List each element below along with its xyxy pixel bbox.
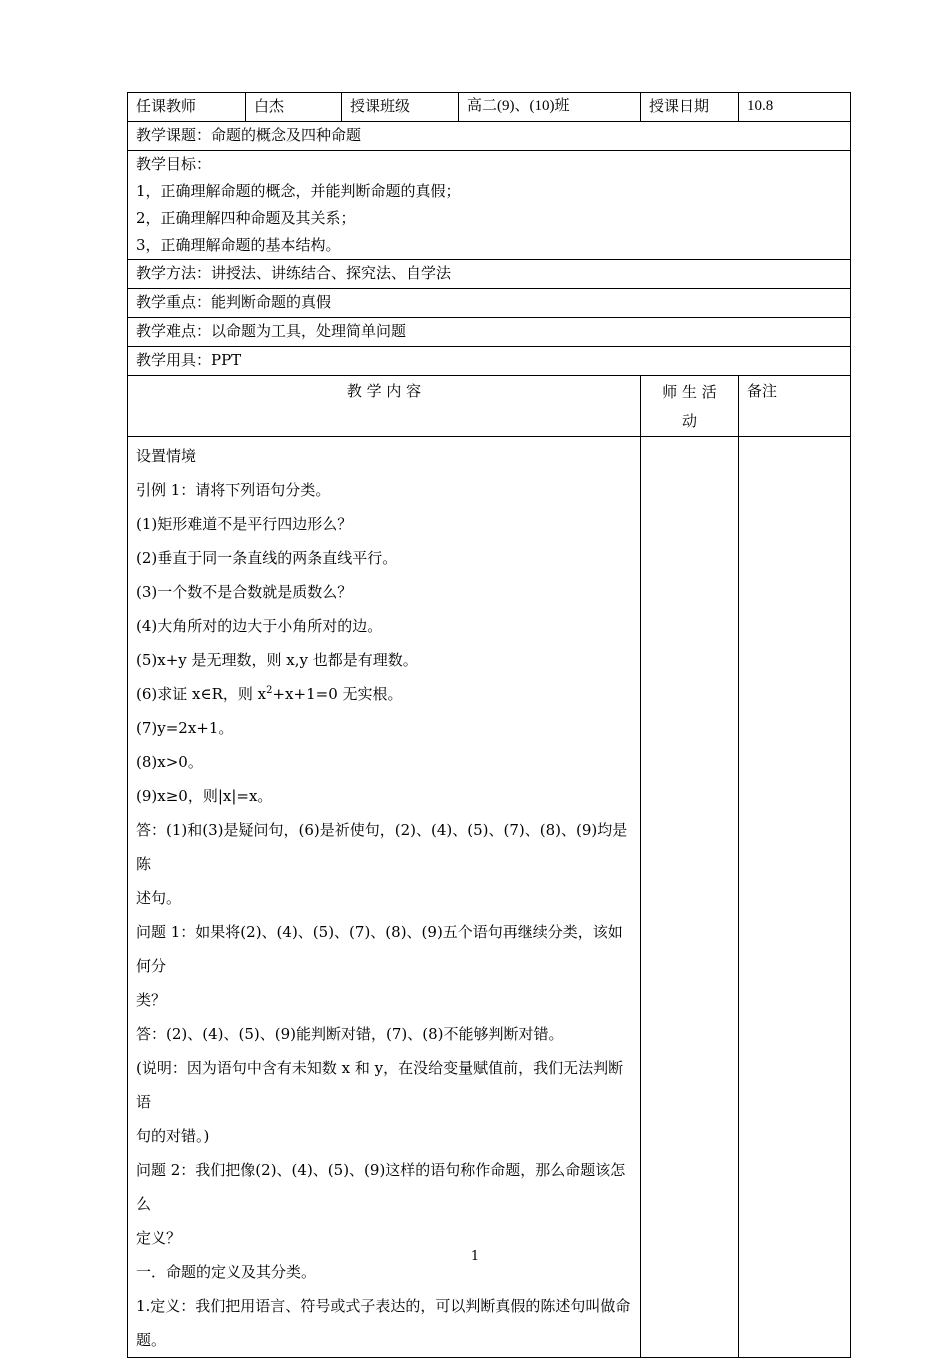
content-line: 题。 [136,1331,167,1349]
content-line: (6)求证 x∈R，则 $x^2+x+1=0$ 无实根。 [136,685,403,703]
content-line: 问题 1：如果将(2)、(4)、(5)、(7)、(8)、(9)五个语句再继续分类，该如何分 [136,923,623,975]
method-row [128,260,851,289]
superscript: 2 [266,685,273,696]
topic-row [128,122,851,151]
objectives-row [128,151,851,260]
key-point-text: 教学重点：能判断命题的真假 [128,289,851,318]
class-label: 授课班级 [342,93,459,122]
content-line: 问题 2：我们把像(2)、(4)、(5)、(9)这样的语句称作命题，那么命题该怎么 [136,1161,626,1213]
date-value: 10.8 [739,93,851,122]
content-line: (5)x+y 是无理数，则 x,y 也都是有理数。 [136,651,418,669]
page-number: 1 [470,1249,480,1264]
method-text: 教学方法：讲授法、讲练结合、探究法、自学法 [128,260,851,289]
content-line: 一．命题的定义及其分类。 [136,1263,317,1281]
content-line: (9)x≥0，则|x|=x。 [136,787,273,805]
content-line: 答：(1)和(3)是疑问句，(6)是祈使句，(2)、(4)、(5)、(7)、(8)、(9)均是陈 [136,821,628,873]
difficulty-text: 教学难点：以命题为工具，处理简单问题 [128,318,851,347]
notes-column-header: 备注 [739,376,851,437]
column-header-row [128,376,851,437]
header-row [128,93,851,122]
content-line: (1)矩形难道不是平行四边形么？ [136,515,353,533]
content-line: (4)大角所对的边大于小角所对的边。 [136,617,383,635]
objective-item: 1，正确理解命题的概念，并能判断命题的真假； [136,182,461,200]
content-line: (2)垂直于同一条直线的两条直线平行。 [136,549,398,567]
difficulty-row [128,318,851,347]
content-line: 句的对错。) [136,1127,210,1145]
content-line: 定义？ [136,1229,182,1247]
content-line: 1.定义：我们把用语言、符号或式子表达的，可以判断真假的陈述句叫做命 [136,1297,631,1315]
objectives-title: 教学目标： [136,155,212,173]
content-line: (7)y=2x+1。 [136,719,234,737]
content-line: 类？ [136,991,167,1009]
teacher-name: 白杰 [246,93,342,122]
objective-item: 3，正确理解命题的基本结构。 [136,236,341,254]
class-value: 高二(9)、(10)班 [459,93,641,122]
notes-cell [739,437,851,1358]
content-line: (8)x>0。 [136,753,203,771]
content-row [128,437,851,1358]
tools-text: 教学用具：PPT [128,347,851,376]
teacher-label: 任课教师 [128,93,246,122]
key-point-row [128,289,851,318]
content-line: 答：(2)、(4)、(5)、(9)能判断对错，(7)、(8)不能够判断对错。 [136,1025,564,1043]
lesson-content [128,437,641,1358]
activity-cell [641,437,739,1358]
topic-text: 教学课题：命题的概念及四种命题 [128,122,851,151]
lesson-plan-table [127,92,851,1358]
content-line: (说明：因为语句中含有未知数 x 和 y，在没给变量赋值前，我们无法判断语 [136,1059,624,1111]
content-line: 设置情境 [136,447,197,465]
activity-column-header: 师 生 活 动 [641,376,739,437]
content-line: 引例 1：请将下列语句分类。 [136,481,331,499]
objective-item: 2，正确理解四种命题及其关系； [136,209,356,227]
content-line: 述句。 [136,889,182,907]
tools-row [128,347,851,376]
content-column-header: 教 学 内 容 [128,376,641,437]
content-line: (3)一个数不是合数就是质数么？ [136,583,353,601]
date-label: 授课日期 [641,93,739,122]
